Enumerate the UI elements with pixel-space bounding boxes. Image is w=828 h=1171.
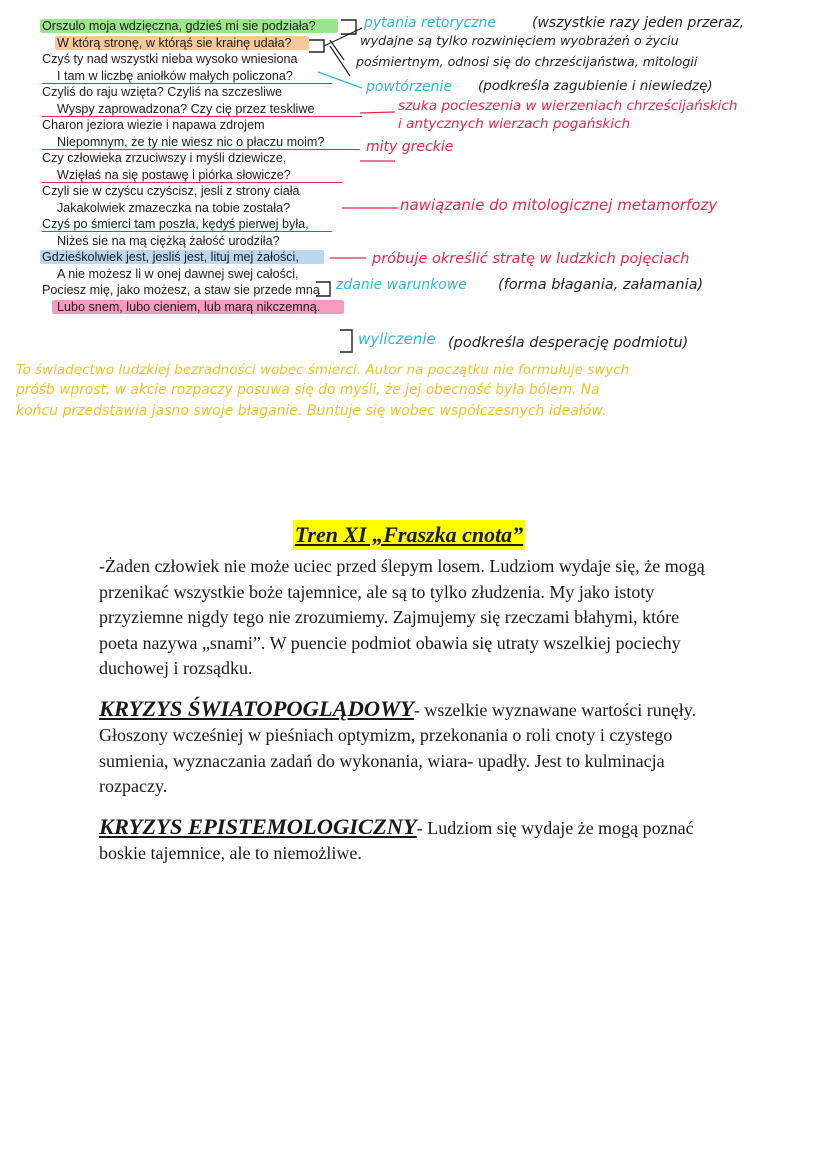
poem-line-text: Gdzieśkolwiek jest, jesliś jest, lituj mej żałości, bbox=[42, 250, 299, 264]
poem-line bbox=[42, 101, 372, 118]
annotation-nawiazanie: nawiązanie do mitologicznej metamorfozy bbox=[400, 196, 718, 214]
poem-line bbox=[42, 216, 372, 233]
annotation-summary-3: końcu przedstawia jasno swoje błaganie. Buntuje się wobec współczesnych ideałów. bbox=[16, 403, 607, 419]
poem-line bbox=[42, 117, 372, 134]
section-heading: KRYZYS EPISTEMOLOGICZNY bbox=[99, 813, 417, 839]
poem-line bbox=[42, 68, 372, 85]
poem-line bbox=[42, 167, 372, 184]
poem-line bbox=[42, 35, 372, 52]
poem-line-text: A nie możesz li w onej dawnej swej całości, bbox=[57, 266, 299, 281]
poem-line-text: Lubo snem, lubo cieniem, lub marą nikczemną. bbox=[57, 299, 321, 314]
poem-line-text: Wyspy zaprowadzona? Czy cię przez teskliwe bbox=[57, 101, 315, 116]
annotation-pytania-note-2: wydajne są tylko rozwinięciem wyobrażeń o życiu bbox=[360, 34, 679, 49]
annotation-zdanie-note: (forma błagania, załamania) bbox=[498, 277, 704, 293]
annotation-powtorzenie-label: powtórzenie bbox=[366, 79, 453, 95]
document-title: Tren XI „Fraszka cnota” bbox=[293, 520, 525, 550]
poem-line-text: Jakakolwiek zmazeczka na tobie została? bbox=[57, 200, 291, 215]
annotation-wyliczenie-label: wyliczenie bbox=[358, 330, 436, 348]
title-wrap bbox=[99, 520, 719, 550]
poem-line-text: Czyś po śmierci tam poszła, kędyś pierwej była, bbox=[42, 217, 309, 231]
annotation-szuka-2: i antycznych wierzach pogańskich bbox=[398, 116, 631, 132]
annotation-powtorzenie-note: (podkreśla zagubienie i niewiedzę) bbox=[478, 78, 713, 94]
annotation-wyliczenie-note: (podkreśla desperację podmiotu) bbox=[448, 335, 689, 351]
annotation-pytania-note-1: (wszystkie razy jeden przeraz, bbox=[532, 15, 745, 31]
poem-line-text: Charon jeziora wiezie i napawa zdrojem bbox=[42, 118, 265, 132]
annotation-zdanie-label: zdanie warunkowe bbox=[336, 277, 467, 293]
document-body bbox=[99, 520, 719, 881]
poem-line-text: Wzięłaś na się postawę i piórka słowicze? bbox=[57, 167, 291, 182]
annotation-szuka-1: szuka pocieszenia w wierzeniach chrześcijańskich bbox=[398, 98, 738, 114]
poem-line-text: Czyliś do raju wzięta? Czyliś na szczesliwe bbox=[42, 85, 283, 99]
annotation-summary-1: To świadectwo ludzkiej bezradności wobec śmierci. Autor na początku nie formułuje swych bbox=[16, 362, 630, 378]
annotation-mity: mity greckie bbox=[366, 139, 454, 155]
annotation-summary-2: próśb wprost, w akcie rozpaczy posuwa się do myśli, że jej obecność była bólem. Na bbox=[16, 382, 600, 398]
poem-line bbox=[42, 183, 372, 200]
poem-line bbox=[42, 299, 372, 316]
poem-line-text: Czy człowieka zrzuciwszy i myśli dziewicze, bbox=[42, 151, 287, 165]
poem-line-text: Orszulo moja wdzięczna, gdzieś mi sie podziała? bbox=[42, 19, 316, 33]
section-paragraph bbox=[99, 696, 719, 800]
annotation-pytania-label: pytania retoryczne bbox=[364, 15, 497, 31]
red-underline bbox=[42, 231, 332, 232]
poem-line bbox=[42, 51, 372, 68]
poem-line bbox=[42, 233, 372, 250]
section-text: - Ludziom się wydaje że mogą poznać boskie tajemnice, ale to niemożliwe. bbox=[99, 817, 694, 863]
poem-line-text: Pociesz mię, jako możesz, a staw sie przede mną bbox=[42, 283, 320, 297]
section-paragraph bbox=[99, 814, 719, 867]
poem-line bbox=[42, 18, 372, 35]
poem-line-text: W którą stronę, w którąś sie krainę udała? bbox=[57, 35, 292, 50]
poem-line bbox=[42, 266, 372, 283]
intro-paragraph: -Żaden człowiek nie może uciec przed ślepym losem. Ludziom wydaje się, że mogą przenikać wszystkie boże tajemnice, ale są to tylko złudzenia. My jako istoty przyziemne nigdy tego nie zrozumiemy. Zajmujemy się rzeczami błahymi, które poeta nazywa „snami”. W puencie podmiot obawia się utraty wszelkiej pociechy duchowej i rozsądku. bbox=[99, 556, 705, 678]
annotation-pytania-note-3: pośmiertnym, odnosi się do chrześcijaństwa, mitologii bbox=[356, 54, 698, 69]
section-heading: KRYZYS ŚWIATOPOGLĄDOWY bbox=[99, 695, 414, 721]
poem-line-text: Czyli sie w czyścu czyścisz, jesli z strony ciała bbox=[42, 184, 300, 198]
poem-line bbox=[42, 200, 372, 217]
poem-line-text: I tam w liczbę aniołków małych policzona? bbox=[57, 68, 293, 83]
poem-line bbox=[42, 134, 372, 151]
poem-line bbox=[42, 84, 372, 101]
poem-line bbox=[42, 150, 372, 167]
poem-line-text: Niepomnym, że ty nie wiesz nic o płaczu moim? bbox=[57, 134, 325, 149]
poem-line-text: Czyś ty nad wszystki nieba wysoko wniesiona bbox=[42, 52, 298, 66]
poem-line bbox=[42, 282, 372, 299]
poem-line-text: Niżeś sie na mą ciężką żałość urodziła? bbox=[57, 233, 280, 248]
annotation-probuje: próbuje określić stratę w ludzkich pojęciach bbox=[372, 251, 690, 267]
poem-line bbox=[42, 249, 372, 266]
poem bbox=[42, 18, 372, 315]
section-text: - wszelkie wyznawane wartości runęły. Głoszony wcześniej w pieśniach optymizm, przekonania o roli cnoty i czystego sumienia, wyznaczania zadań do wykonania, wiara- upadły. Jest to kulminacja rozpaczy. bbox=[99, 699, 697, 796]
